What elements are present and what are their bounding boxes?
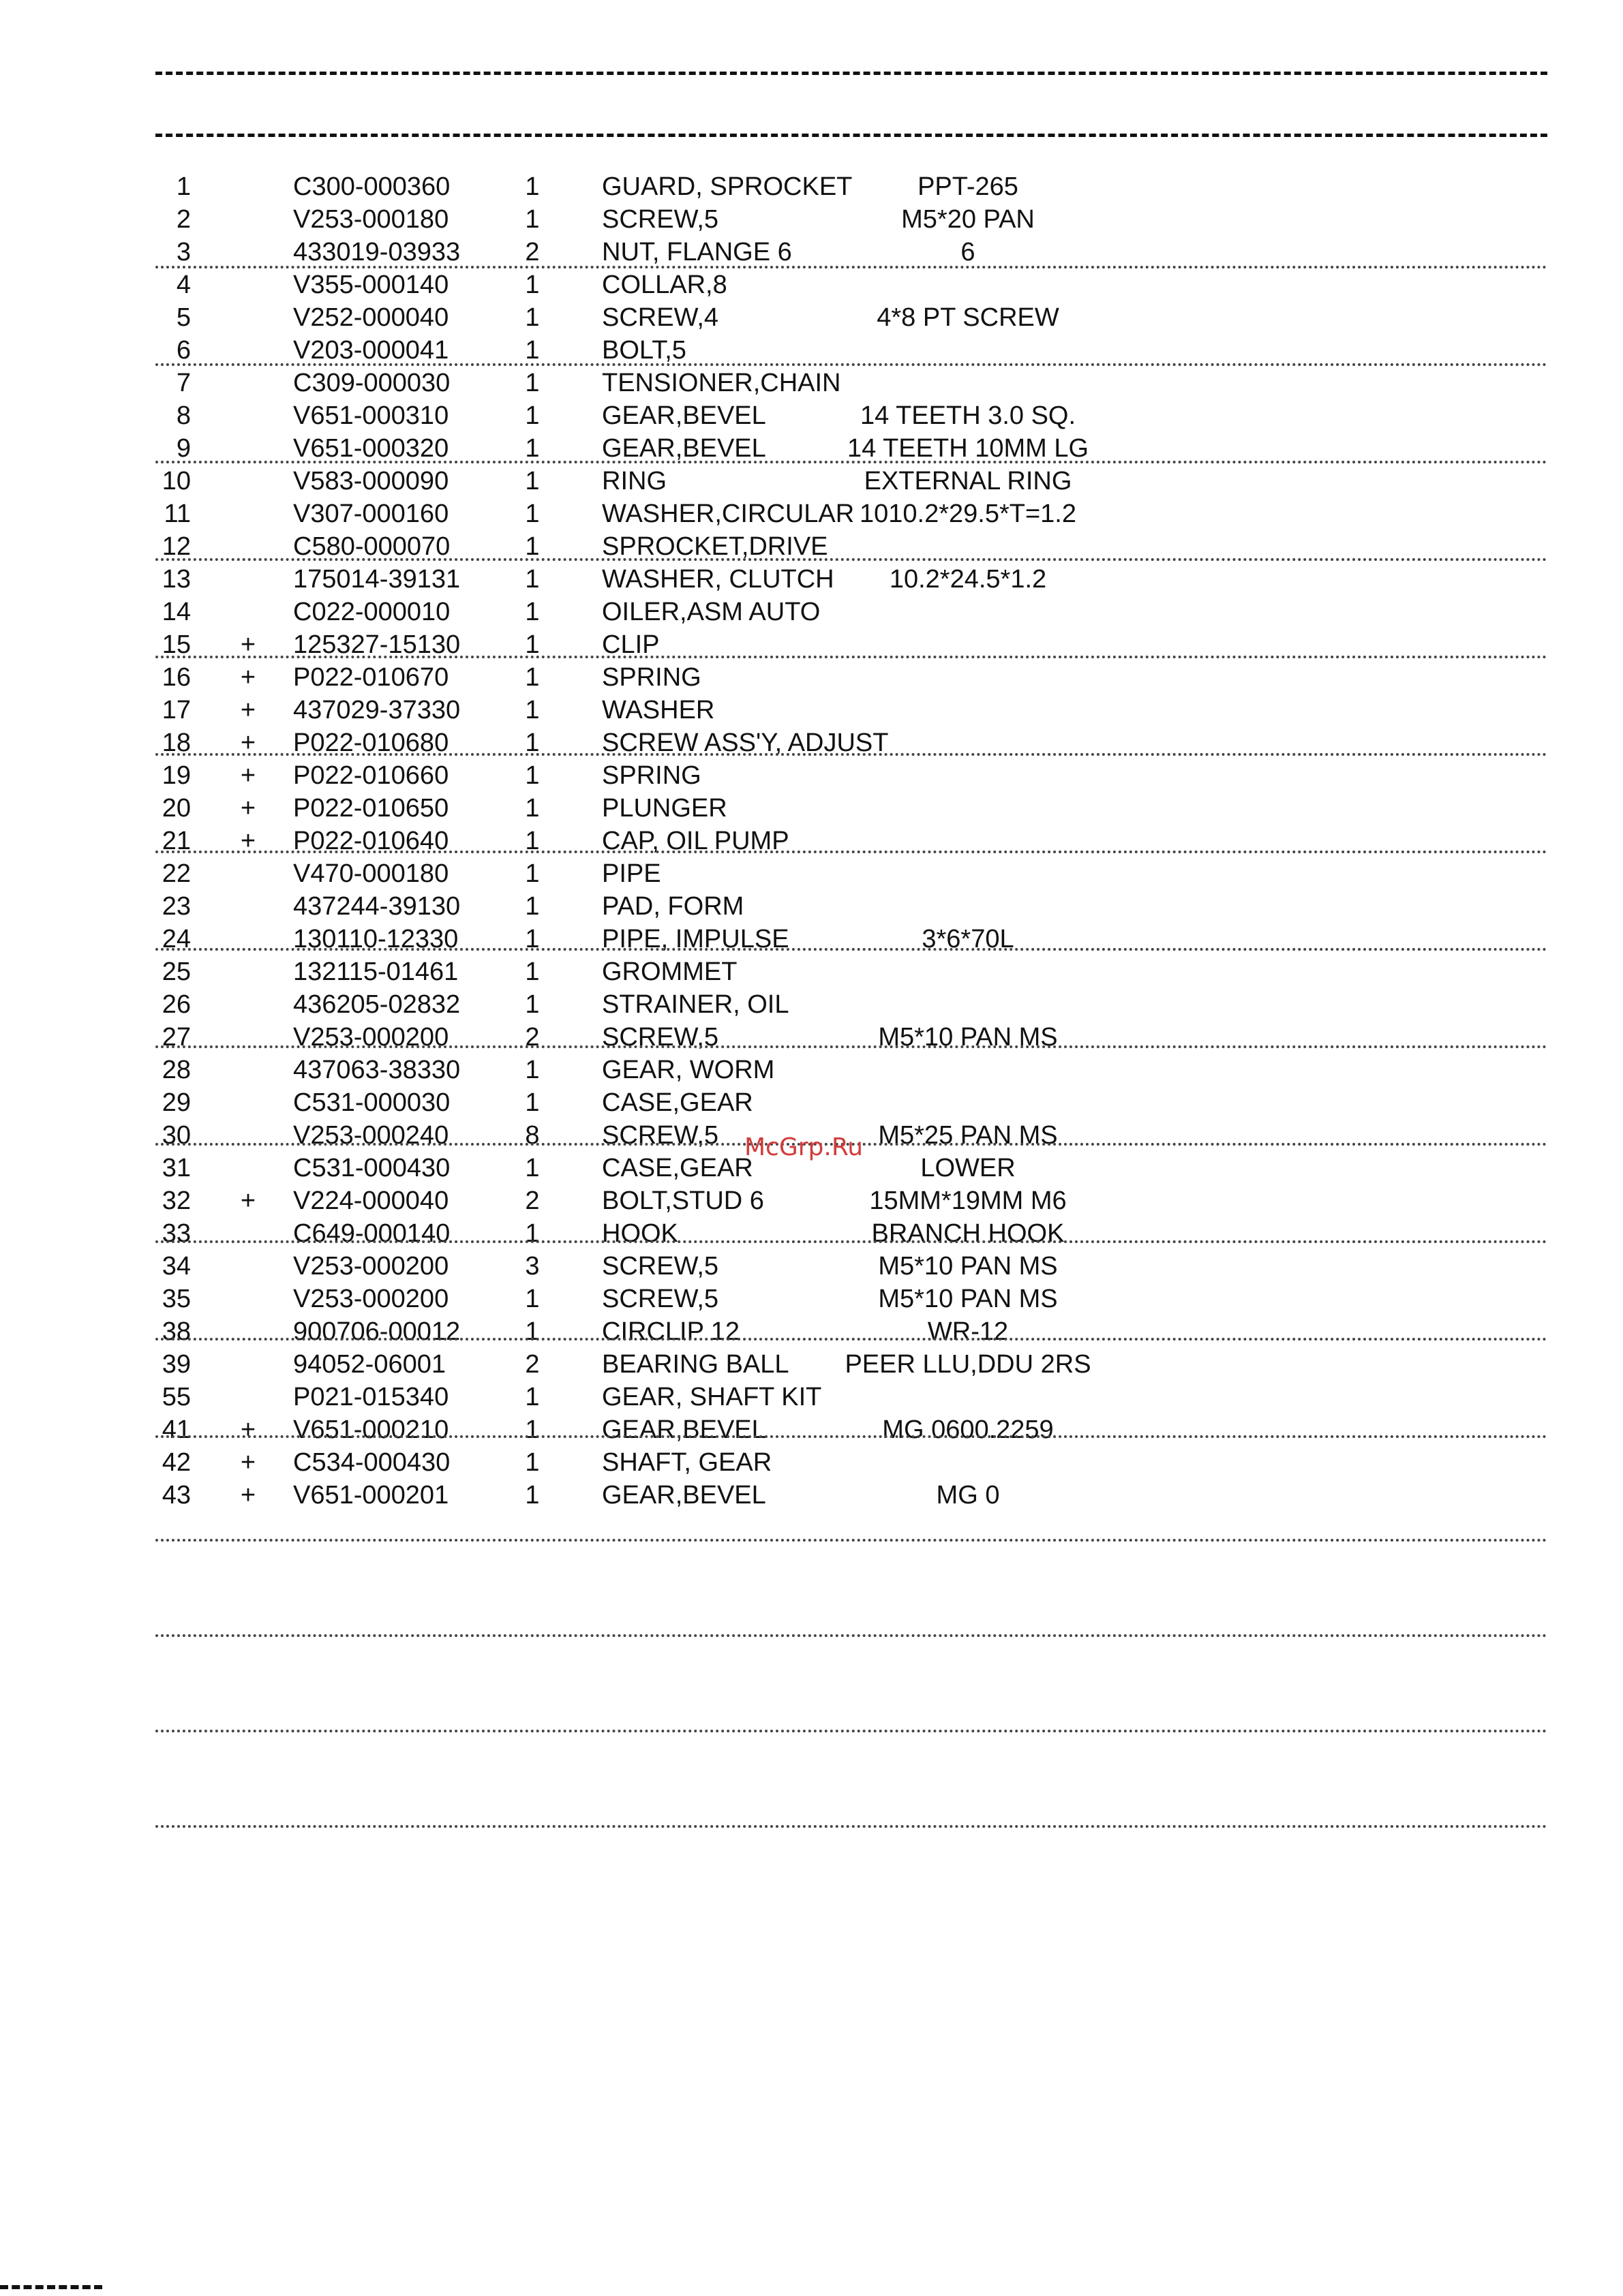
item-number: 30	[162, 1121, 191, 1150]
specification: 15MM*19MM M6	[869, 1187, 1067, 1215]
specification: 4*8 PT SCREW	[877, 303, 1059, 332]
part-number: V253-000180	[293, 205, 449, 234]
description: COLLAR,8	[602, 271, 727, 299]
quantity: 2	[525, 1350, 540, 1379]
dotted-rule	[155, 656, 1547, 658]
part-number: 437244-39130	[293, 892, 461, 921]
dotted-rule	[155, 1240, 1547, 1243]
item-number: 10	[162, 467, 191, 495]
description: PIPE	[602, 859, 661, 888]
dotted-rule	[155, 851, 1547, 853]
item-number: 24	[162, 925, 191, 953]
dotted-rule	[155, 1045, 1547, 1048]
description: GEAR, SHAFT KIT	[602, 1383, 822, 1411]
specification: EXTERNAL RING	[864, 467, 1072, 495]
specification: 14 TEETH 3.0 SQ.	[860, 401, 1076, 430]
quantity: 1	[525, 205, 540, 234]
item-number: 21	[162, 827, 191, 855]
part-number: P022-010680	[293, 729, 449, 757]
specification: M5*10 PAN MS	[878, 1285, 1058, 1313]
part-number: C309-000030	[293, 369, 451, 397]
part-number: 132115-01461	[293, 958, 459, 986]
item-number: 12	[162, 532, 191, 561]
watermark: McGrp.Ru	[744, 1133, 864, 1161]
description: WASHER	[602, 696, 715, 724]
table-row	[0, 596, 1623, 628]
item-number: 3	[176, 238, 191, 266]
item-number: 23	[162, 892, 191, 921]
specification: M5*25 PAN MS	[878, 1121, 1058, 1150]
item-number: 32	[162, 1187, 191, 1215]
specification: M5*10 PAN MS	[878, 1023, 1058, 1052]
quantity: 1	[525, 696, 540, 724]
table-row	[0, 1054, 1623, 1086]
part-number: 125327-15130	[293, 630, 461, 659]
description: SCREW,5	[602, 1252, 719, 1281]
description: SCREW,5	[602, 1121, 719, 1150]
table-row	[0, 170, 1623, 203]
quantity: 1	[525, 1154, 540, 1182]
item-number: 35	[162, 1285, 191, 1313]
part-number: V253-000200	[293, 1023, 449, 1052]
item-number: 19	[162, 761, 191, 790]
item-number: 13	[162, 565, 191, 594]
description: SCREW,5	[602, 1023, 719, 1052]
item-number: 22	[162, 859, 191, 888]
part-number: P022-010670	[293, 663, 449, 692]
table-row	[0, 432, 1623, 465]
quantity: 1	[525, 565, 540, 594]
table-row	[0, 301, 1623, 334]
quantity: 1	[525, 303, 540, 332]
quantity: 1	[525, 401, 540, 430]
specification: PPT-265	[917, 172, 1018, 201]
specification: M5*20 PAN	[901, 205, 1035, 234]
item-number: 41	[162, 1415, 191, 1444]
description: GEAR,BEVEL	[602, 1415, 766, 1444]
quantity: 1	[525, 859, 540, 888]
part-number: V355-000140	[293, 271, 449, 299]
part-number: C531-000430	[293, 1154, 451, 1182]
table-row	[0, 367, 1623, 399]
part-number: C649-000140	[293, 1219, 451, 1248]
header-rule-bottom	[155, 134, 1547, 137]
description: SHAFT, GEAR	[602, 1448, 772, 1477]
quantity: 1	[525, 729, 540, 757]
description: CASE,GEAR	[602, 1154, 753, 1182]
description: GEAR,BEVEL	[602, 1481, 766, 1510]
quantity: 8	[525, 1121, 540, 1150]
specification: 14 TEETH 10MM LG	[847, 434, 1089, 463]
description: BEARING BALL	[602, 1350, 789, 1379]
item-number: 6	[176, 336, 191, 365]
assembly-marker: +	[240, 729, 256, 757]
specification: BRANCH HOOK	[871, 1219, 1065, 1248]
item-number: 7	[176, 369, 191, 397]
quantity: 1	[525, 271, 540, 299]
page-corner-mark	[0, 2285, 102, 2296]
table-row	[0, 694, 1623, 726]
dotted-rule	[155, 461, 1547, 463]
dotted-rule	[155, 363, 1547, 366]
part-number: V583-000090	[293, 467, 449, 495]
table-row	[0, 236, 1623, 269]
description: CAP, OIL PUMP	[602, 827, 789, 855]
quantity: 1	[525, 369, 540, 397]
part-number: V651-000310	[293, 401, 449, 430]
description: GUARD, SPROCKET	[602, 172, 853, 201]
specification: 1010.2*29.5*T=1.2	[860, 500, 1076, 528]
description: WASHER,CIRCULAR	[602, 500, 855, 528]
table-row	[0, 1479, 1623, 1512]
part-number: 175014-39131	[293, 565, 461, 594]
quantity: 1	[525, 598, 540, 626]
dotted-rule	[155, 266, 1547, 269]
item-number: 1	[176, 172, 191, 201]
part-number: P022-010640	[293, 827, 449, 855]
part-number: C534-000430	[293, 1448, 451, 1477]
item-number: 15	[162, 630, 191, 659]
quantity: 1	[525, 1285, 540, 1313]
table-row	[0, 498, 1623, 530]
description: GROMMET	[602, 958, 738, 986]
quantity: 1	[525, 794, 540, 823]
assembly-marker: +	[240, 1481, 256, 1510]
item-number: 18	[162, 729, 191, 757]
description: BOLT,STUD 6	[602, 1187, 764, 1215]
assembly-marker: +	[240, 696, 256, 724]
item-number: 26	[162, 990, 191, 1019]
quantity: 1	[525, 630, 540, 659]
table-row	[0, 399, 1623, 432]
assembly-marker: +	[240, 761, 256, 790]
part-number: V651-000320	[293, 434, 449, 463]
specification: 3*6*70L	[922, 925, 1014, 953]
table-row	[0, 955, 1623, 988]
item-number: 20	[162, 794, 191, 823]
quantity: 1	[525, 663, 540, 692]
part-number: P022-010650	[293, 794, 449, 823]
item-number: 55	[162, 1383, 191, 1411]
quantity: 1	[525, 500, 540, 528]
item-number: 4	[176, 271, 191, 299]
table-row	[0, 988, 1623, 1021]
part-number: P022-010660	[293, 761, 449, 790]
table-row	[0, 1413, 1623, 1446]
description: PAD, FORM	[602, 892, 744, 921]
part-number: C022-000010	[293, 598, 451, 626]
item-number: 5	[176, 303, 191, 332]
dotted-rule	[155, 753, 1547, 756]
item-number: 9	[176, 434, 191, 463]
item-number: 33	[162, 1219, 191, 1248]
description: OILER,ASM AUTO	[602, 598, 821, 626]
part-number: V203-000041	[293, 336, 449, 365]
description: SPRING	[602, 663, 701, 692]
description: SPROCKET,DRIVE	[602, 532, 828, 561]
quantity: 1	[525, 1481, 540, 1510]
dotted-rule	[155, 1435, 1547, 1438]
item-number: 17	[162, 696, 191, 724]
parts-list	[0, 170, 1623, 1512]
table-row	[0, 661, 1623, 694]
description: GEAR,BEVEL	[602, 401, 766, 430]
description: HOOK	[602, 1219, 678, 1248]
part-number: 433019-03933	[293, 238, 461, 266]
part-number: V253-000240	[293, 1121, 449, 1150]
table-row	[0, 1348, 1623, 1381]
item-number: 34	[162, 1252, 191, 1281]
specification: 10.2*24.5*1.2	[889, 565, 1047, 594]
part-number: V253-000200	[293, 1285, 449, 1313]
description: PLUNGER	[602, 794, 727, 823]
description: SCREW,4	[602, 303, 719, 332]
quantity: 1	[525, 1415, 540, 1444]
table-row	[0, 1021, 1623, 1054]
table-row	[0, 857, 1623, 890]
dotted-rule	[155, 1539, 1547, 1542]
assembly-marker: +	[240, 794, 256, 823]
table-row	[0, 890, 1623, 923]
table-row	[0, 792, 1623, 825]
description: CIRCLIP 12	[602, 1317, 740, 1346]
description: SCREW,5	[602, 205, 719, 234]
part-number: V470-000180	[293, 859, 449, 888]
specification: MG 0600.2259	[882, 1415, 1054, 1444]
table-row	[0, 563, 1623, 596]
dotted-rule	[155, 558, 1547, 561]
quantity: 1	[525, 434, 540, 463]
description: NUT, FLANGE 6	[602, 238, 792, 266]
assembly-marker: +	[240, 1448, 256, 1477]
part-number: V252-000040	[293, 303, 449, 332]
table-row	[0, 269, 1623, 301]
assembly-marker: +	[240, 663, 256, 692]
item-number: 38	[162, 1317, 191, 1346]
item-number: 2	[176, 205, 191, 234]
quantity: 1	[525, 172, 540, 201]
item-number: 39	[162, 1350, 191, 1379]
table-row	[0, 1283, 1623, 1315]
description: RING	[602, 467, 667, 495]
item-number: 14	[162, 598, 191, 626]
part-number: C580-000070	[293, 532, 451, 561]
item-number: 8	[176, 401, 191, 430]
description: STRAINER, OIL	[602, 990, 789, 1019]
quantity: 1	[525, 1088, 540, 1117]
table-row	[0, 465, 1623, 498]
table-row	[0, 1446, 1623, 1479]
specification: WR-12	[927, 1317, 1009, 1346]
table-row	[0, 203, 1623, 236]
part-number: V253-000200	[293, 1252, 449, 1281]
quantity: 1	[525, 1219, 540, 1248]
assembly-marker: +	[240, 1187, 256, 1215]
header-rule-top	[155, 72, 1547, 75]
quantity: 1	[525, 336, 540, 365]
table-row	[0, 1250, 1623, 1283]
assembly-marker: +	[240, 827, 256, 855]
quantity: 1	[525, 925, 540, 953]
table-row	[0, 1381, 1623, 1413]
quantity: 3	[525, 1252, 540, 1281]
table-row	[0, 334, 1623, 367]
item-number: 43	[162, 1481, 191, 1510]
item-number: 16	[162, 663, 191, 692]
table-row	[0, 1184, 1623, 1217]
part-number: 437063-38330	[293, 1056, 461, 1084]
table-row	[0, 759, 1623, 792]
item-number: 29	[162, 1088, 191, 1117]
table-row	[0, 1217, 1623, 1250]
item-number: 11	[164, 500, 191, 528]
quantity: 1	[525, 532, 540, 561]
item-number: 42	[162, 1448, 191, 1477]
quantity: 2	[525, 1023, 540, 1052]
quantity: 1	[525, 1383, 540, 1411]
quantity: 2	[525, 1187, 540, 1215]
dotted-rule	[155, 1825, 1547, 1828]
specification: MG 0	[936, 1481, 1000, 1510]
part-number: V224-000040	[293, 1187, 449, 1215]
description: PIPE, IMPULSE	[602, 925, 789, 953]
specification: 6	[960, 238, 975, 266]
part-number: 94052-06001	[293, 1350, 446, 1379]
description: SCREW,5	[602, 1285, 719, 1313]
description: TENSIONER,CHAIN	[602, 369, 841, 397]
part-number: 900706-00012	[293, 1317, 461, 1346]
part-number: 436205-02832	[293, 990, 461, 1019]
specification: M5*10 PAN MS	[878, 1252, 1058, 1281]
specification: PEER LLU,DDU 2RS	[845, 1350, 1091, 1379]
dotted-rule	[155, 1634, 1547, 1637]
description: CASE,GEAR	[602, 1088, 753, 1117]
assembly-marker: +	[240, 630, 256, 659]
quantity: 1	[525, 892, 540, 921]
dotted-rule	[155, 948, 1547, 951]
description: SCREW ASS'Y, ADJUST	[602, 729, 889, 757]
item-number: 27	[162, 1023, 191, 1052]
description: CLIP	[602, 630, 660, 659]
quantity: 1	[525, 1317, 540, 1346]
table-row	[0, 1086, 1623, 1119]
quantity: 1	[525, 761, 540, 790]
part-number: V307-000160	[293, 500, 449, 528]
item-number: 25	[162, 958, 191, 986]
part-number: C531-000030	[293, 1088, 451, 1117]
dotted-rule	[155, 1730, 1547, 1732]
item-number: 28	[162, 1056, 191, 1084]
quantity: 1	[525, 467, 540, 495]
quantity: 1	[525, 1448, 540, 1477]
part-number: 437029-37330	[293, 696, 461, 724]
quantity: 2	[525, 238, 540, 266]
part-number: P021-015340	[293, 1383, 449, 1411]
part-number: 130110-12330	[293, 925, 459, 953]
quantity: 1	[525, 958, 540, 986]
table-row	[0, 1315, 1623, 1348]
dotted-rule	[155, 1338, 1547, 1341]
description: WASHER, CLUTCH	[602, 565, 834, 594]
description: GEAR, WORM	[602, 1056, 775, 1084]
description: GEAR,BEVEL	[602, 434, 766, 463]
item-number: 31	[162, 1154, 191, 1182]
quantity: 1	[525, 990, 540, 1019]
description: BOLT,5	[602, 336, 686, 365]
specification: LOWER	[920, 1154, 1016, 1182]
part-number: V651-000201	[293, 1481, 449, 1510]
description: SPRING	[602, 761, 701, 790]
assembly-marker: +	[240, 1415, 256, 1444]
quantity: 1	[525, 1056, 540, 1084]
part-number: C300-000360	[293, 172, 451, 201]
quantity: 1	[525, 827, 540, 855]
part-number: V651-000210	[293, 1415, 449, 1444]
